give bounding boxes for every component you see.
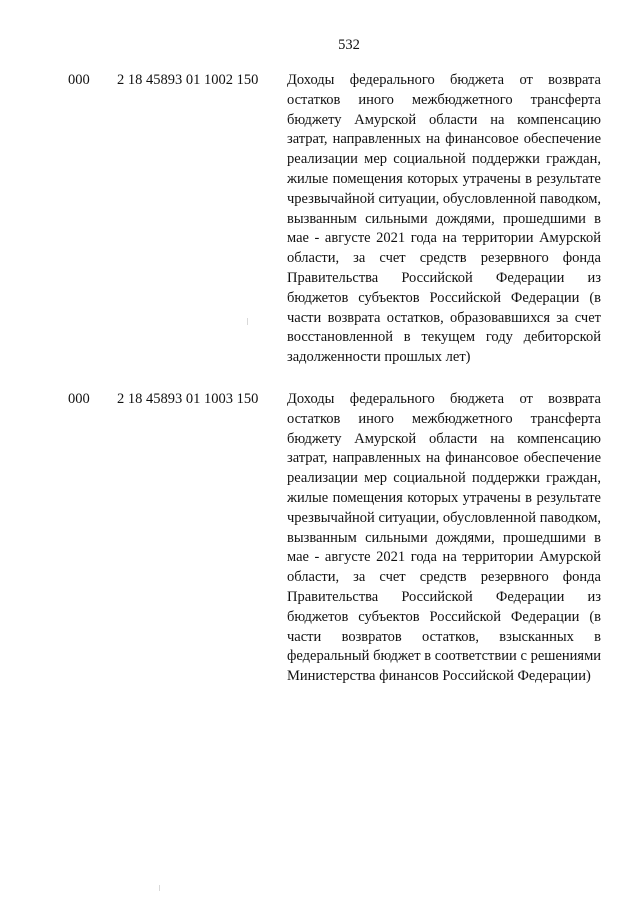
admin-code: 000 (68, 72, 90, 88)
page-number: 532 (338, 37, 360, 53)
income-description: Доходы федерального бюджета от возврата остатков иного межбюджетного трансферта бюджету Амурской области на компенсацию затрат, направленных на финансовое обеспечение реализации мер социальной поддержки граждан, жилые помещения которых утрачены в результате чрезвычайной ситуации, обусловленной паводком, вызванным сильными дождями, прошедшими в мае - августе 2021 года на территории Амурской области, за счет средств резервного фонда Правительства Российской Федерации из бюджетов субъектов Российской Федерации (в части возврата остатков, образовавшихся за счет восстановленной в текущем году дебиторской задолженности прошлых лет) (287, 72, 601, 366)
scan-artifact (159, 885, 160, 891)
scan-artifact (247, 318, 248, 325)
income-description: Доходы федерального бюджета от возврата остатков иного межбюджетного трансферта бюджету Амурской области на компенсацию затрат, направленных на финансовое обеспечение реализации мер социальной поддержки граждан, жилые помещения которых утрачены в результате чрезвычайной ситуации, обусловленной паводком, вызванным сильными дождями, прошедшими в мае - августе 2021 года на территории Амурской области, за счет средств резервного фонда Правительства Российской Федерации из бюджетов субъектов Российской Федерации (в части возвратов остатков, взысканных в федеральный бюджет в соответствии с решениями Министерства финансов Российской Федерации) (287, 391, 601, 685)
budget-classification-code: 2 18 45893 01 1003 150 (117, 391, 259, 407)
budget-classification-code: 2 18 45893 01 1002 150 (117, 72, 259, 88)
admin-code: 000 (68, 391, 90, 407)
